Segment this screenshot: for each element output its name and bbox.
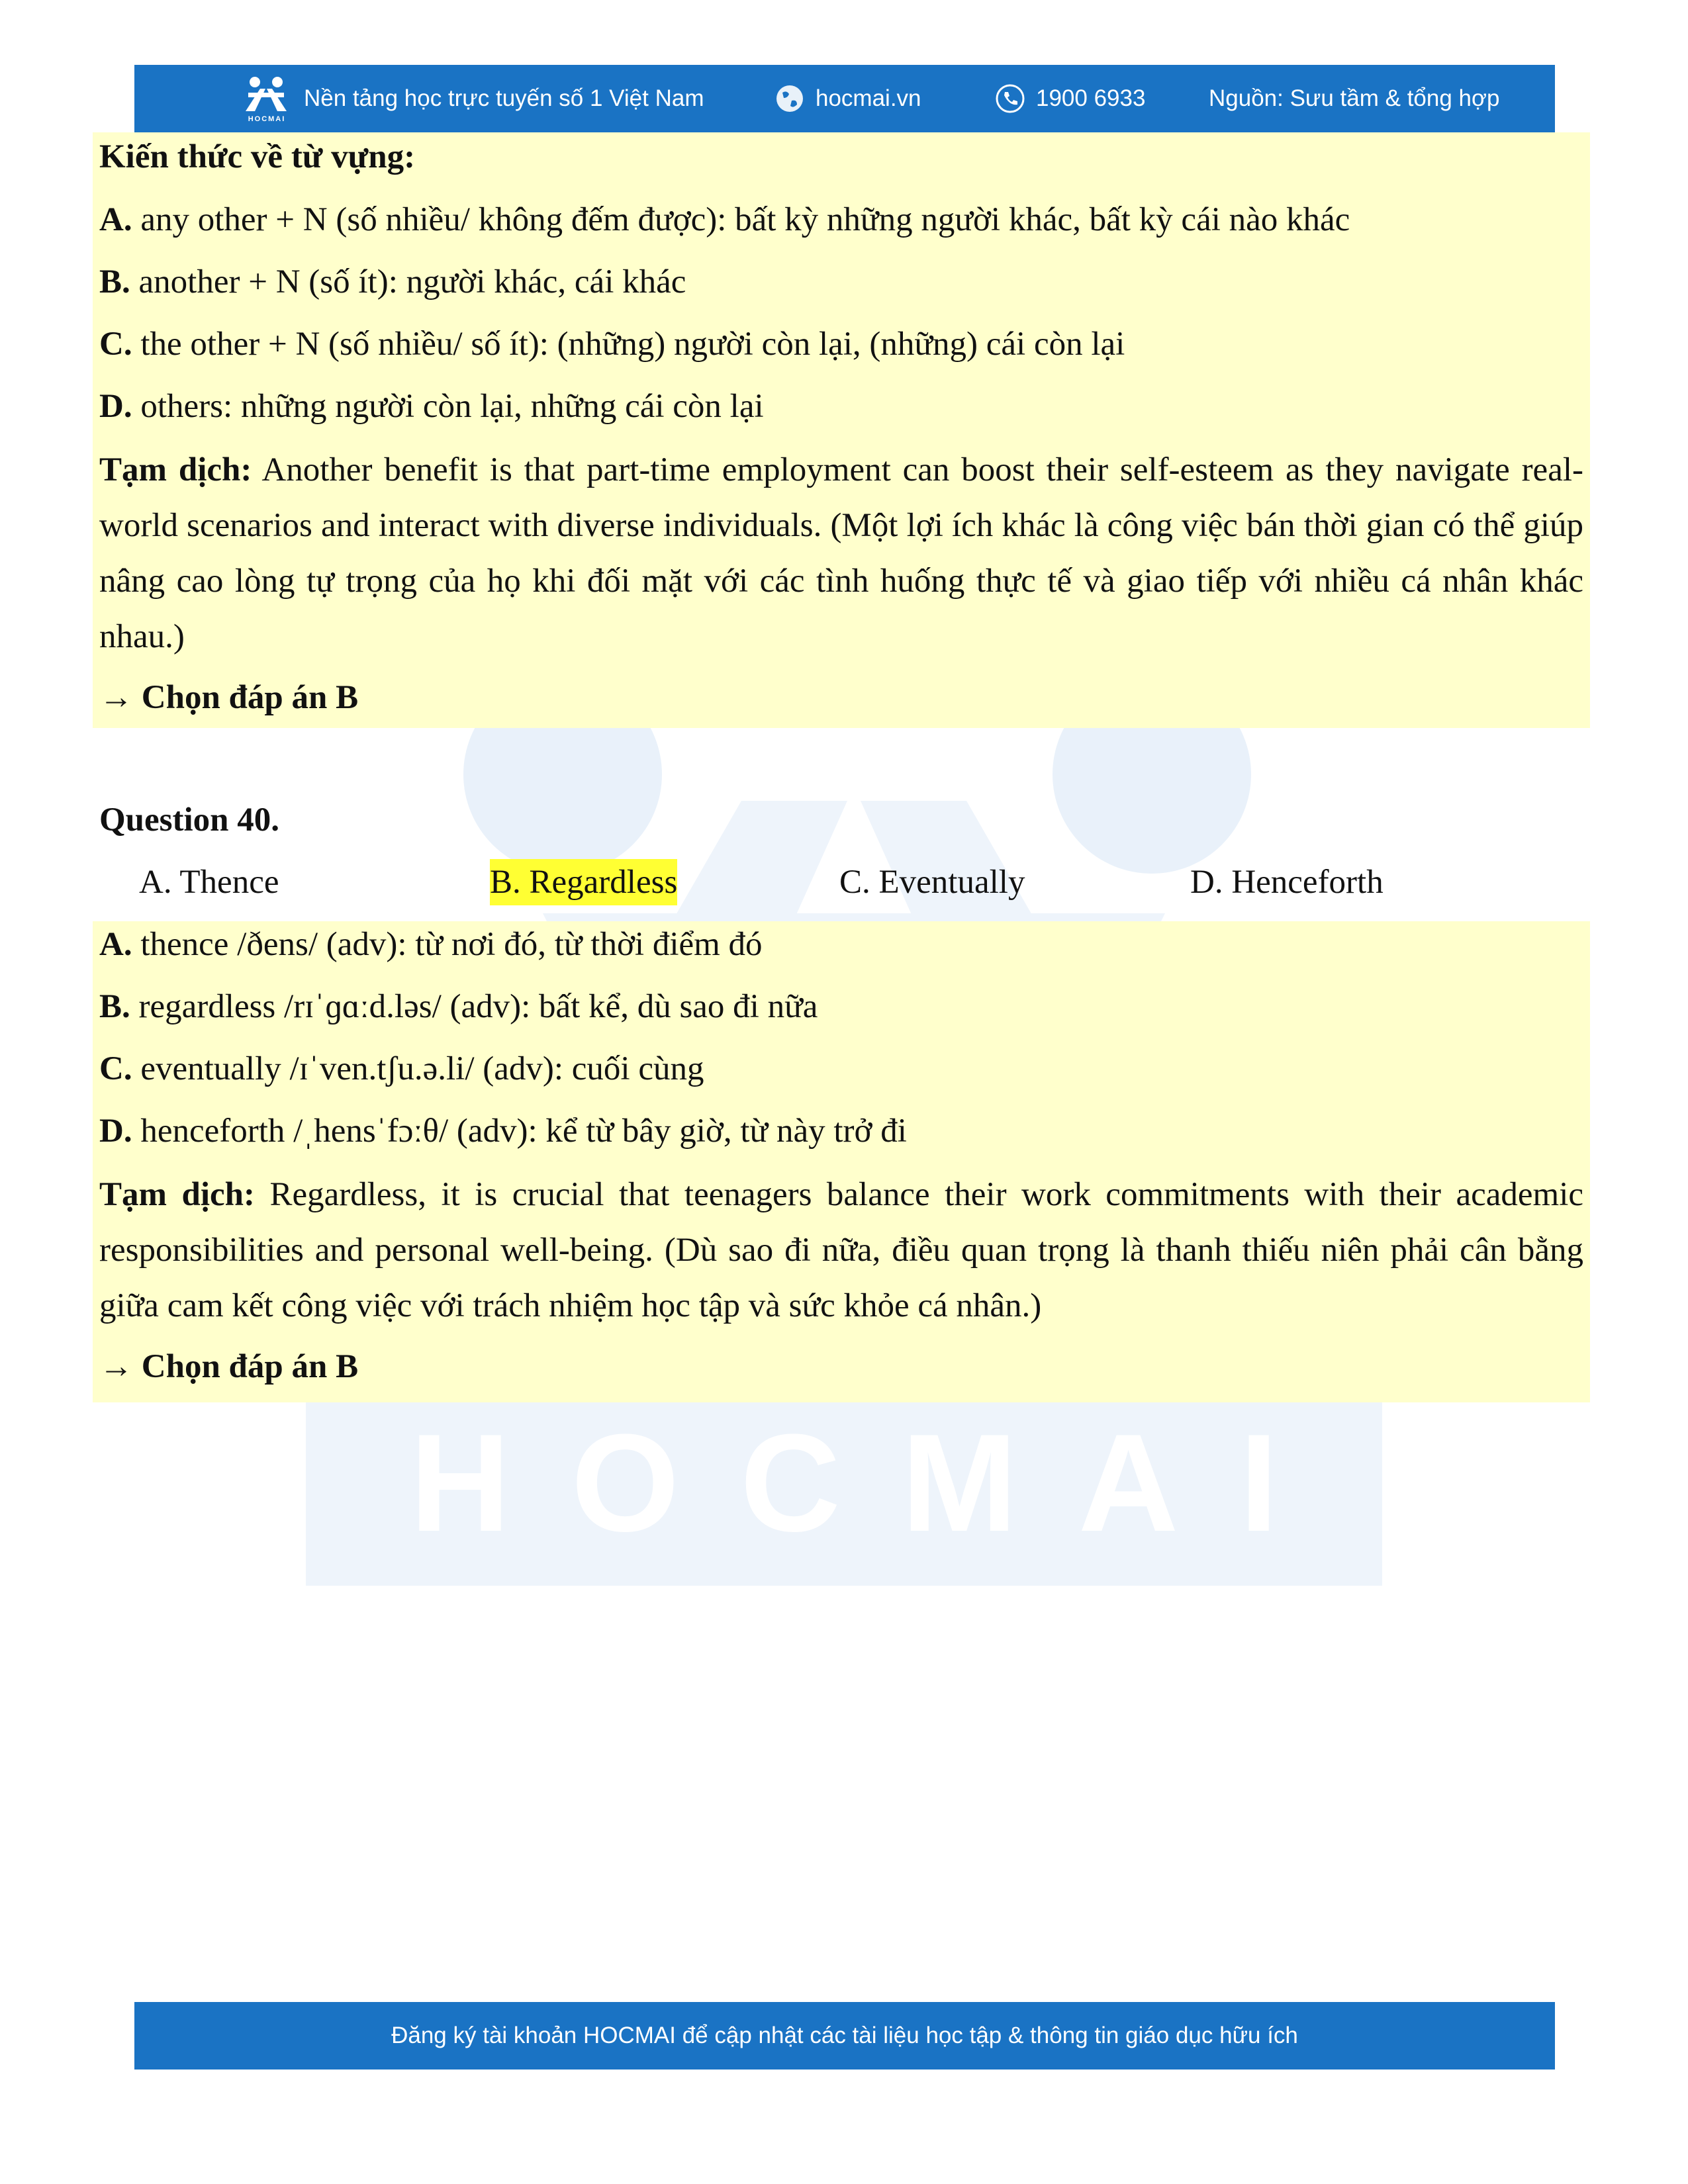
option-c[interactable]: C. Eventually: [839, 864, 1025, 901]
section1-heading: Kiến thức về từ vựng:: [99, 138, 416, 175]
section1-item-c: C. the other + N (số nhiều/ số ít): (những) người còn lại, (những) cái còn lại: [99, 326, 1125, 363]
q40-item-a: A. thence /ðens/ (adv): từ nơi đó, từ thời điểm đó: [99, 926, 763, 963]
question40-title: Question 40.: [99, 801, 280, 839]
q40-item-b: B. regardless /rɪˈɡɑːd.ləs/ (adv): bất kể, dù sao đi nữa: [99, 988, 818, 1025]
header-website: hocmai.vn: [816, 85, 921, 111]
section1-answer: → Chọn đáp án B: [99, 679, 359, 716]
q40-answer: → Chọn đáp án B: [99, 1348, 359, 1385]
section1-translation: Tạm dịch: Another benefit is that part-time employment can boost their self-esteem as they navigate real-world scenarios and interact with diverse individuals. (Một lợi ích khác là công việc bán thời gian có thể giúp nâng cao lòng tự trọng của họ khi đối mặt với các tình huống thực tế và giao tiếp với nhiều cá nhân khác nhau.): [99, 451, 1583, 655]
header-tagline: Nền tảng học trực tuyến số 1 Việt Nam: [304, 85, 704, 111]
q40-translation: Tạm dịch: Regardless, it is crucial that teenagers balance their work commitments with their academic responsibilities and personal well-being. (Dù sao đi nữa, điều quan trọng là thanh thiếu niên phải cân bằng giữa cam kết công việc với trách nhiệm học tập và sức khỏe cá nhân.): [99, 1176, 1583, 1324]
header-source-text: Nguồn: Sưu tầm & tổng hợp: [1209, 85, 1500, 111]
q40-item-c: C. eventually /ɪˈven.tʃu.ə.li/ (adv): cuối cùng: [99, 1050, 704, 1087]
header-phone: 1900 6933: [1036, 85, 1146, 111]
section1-item-b: B. another + N (số ít): người khác, cái khác: [99, 263, 686, 300]
footer-text: Đăng ký tài khoản HOCMAI để cập nhật các tài liệu học tập & thông tin giáo dục hữu ích: [391, 2023, 1298, 2048]
section1-item-d: D. others: những người còn lại, những cái còn lại: [99, 388, 764, 425]
watermark-text: HOCMAI: [410, 1405, 1339, 1561]
logo-text: HOCMAI: [248, 115, 286, 123]
option-a[interactable]: A. Thence: [139, 864, 279, 901]
option-d[interactable]: D. Henceforth: [1190, 864, 1383, 901]
section1-item-a: A. any other + N (số nhiều/ không đếm được): bất kỳ những người khác, bất kỳ cái nào khác: [99, 201, 1350, 238]
footer-bar[interactable]: [134, 2002, 1555, 2070]
q40-item-d: D. henceforth /ˌhensˈfɔːθ/ (adv): kể từ bây giờ, từ này trở đi: [99, 1113, 907, 1150]
option-b-correct[interactable]: B. Regardless: [490, 859, 677, 905]
